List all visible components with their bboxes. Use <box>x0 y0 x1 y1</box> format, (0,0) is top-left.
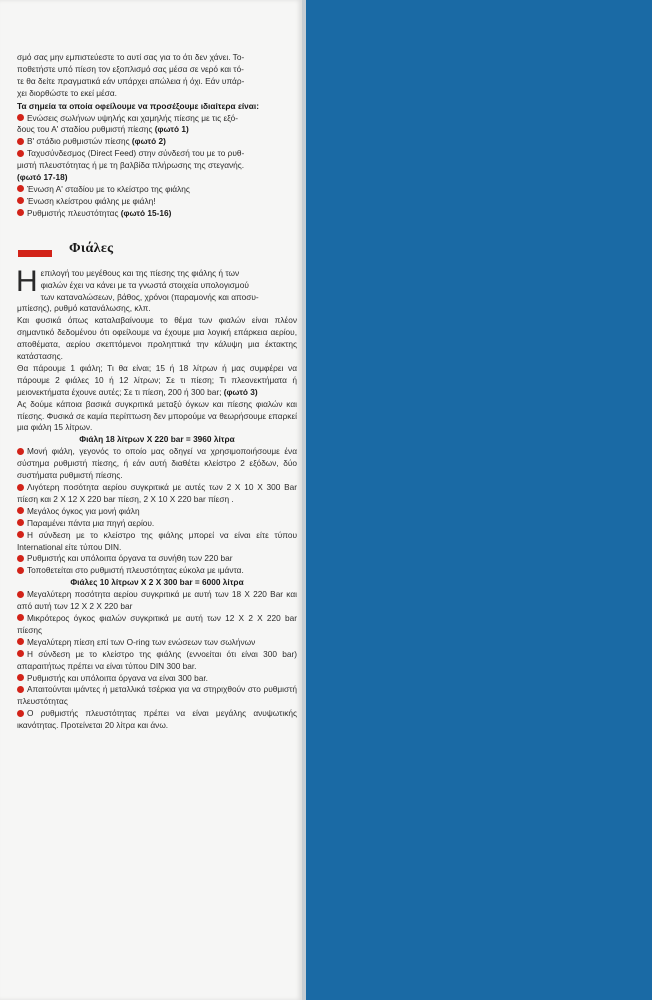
paragraph-4: Ας δούμε κάποια βασικά συγκριτικά μεταξύ όγκων και πίεσης φιαλών και πίεσης. Φυσικά σε καμία περίπτωση δεν μπορούμε να θεωρήσουμε επαρκεί μια φιάλη 15 λίτρων. <box>17 398 297 433</box>
drop-cap: Η <box>16 264 38 298</box>
list-item: Μονή φιάλη, γεγονός το οποίο μας οδηγεί να χρησιμοποιήσουμε ένα σύστημα ρυθμιστή πίεσης, ή εάν αυτή διαθέτει κλείστρο 2 εξόδων, δύο συστήματα ρυθμιστή πίεσης. <box>17 446 297 481</box>
check-list <box>17 113 297 220</box>
heading-single-tank: Φιάλη 18 λίτρων X 220 bar = 3960 λίτρα <box>79 434 235 445</box>
bullet-icon <box>17 710 24 717</box>
list-item: Παραμένει πάντα μια πηγή αερίου. <box>17 518 297 530</box>
section-title: Φιάλες <box>69 240 114 256</box>
list-item: Ενώσεις σωλήνων υψηλής και χαμηλής πίεσης με τις εξό- δους του Α' σταδίου ρυθμιστή πίεσης (φωτό 1) <box>17 112 239 135</box>
bullet-icon <box>17 638 24 645</box>
section-header <box>17 240 297 262</box>
intro-paragraph: σμό σας μην εμπιστεύεστε το αυτί σας για το ότι δεν χάνει. Το- ποθετήστε υπό πίεση τον εξοπλισμό σας μέσα σε νερό και τό- τε θα δείτε πραγματικά εάν υπάρχει απώλεια ή όχι. Εάν υπάρ- χει διορθώστε το εκεί μέσα. <box>17 52 245 98</box>
bullet-icon <box>17 531 24 538</box>
magazine-page <box>0 0 302 1000</box>
list-item: Απαιτούνται ιμάντες ή μεταλλικά τσέρκια για να στηριχθούν στο ρυθμιστή πλευστότητας <box>17 684 297 707</box>
bullet-icon <box>17 519 24 526</box>
check-heading: Τα σημεία τα οποία οφείλουμε να προσέξουμε ιδιαίτερα είναι: <box>17 100 259 111</box>
list-item: Η σύνδεση με το κλείστρο της φιάλης μπορεί να είναι είτε τύπου International είτε τύπου DIN. <box>17 529 297 552</box>
list-item: Μικρότερος όγκος φιαλών συγκριτικά με αυτή των 12 X 2 X 220 bar πίεσης <box>17 612 297 635</box>
section-marker-icon <box>18 250 52 257</box>
list-item: Η σύνδεση με το κλείστρο της φιάλης (εννοείται ότι είναι 300 bar) απαραιτήτως πρέπει να είναι τύπου DIN 300 bar. <box>17 648 297 671</box>
heading-double-tank: Φιάλες 10 λίτρων X 2 X 300 bar = 6000 λίτρα <box>70 577 244 588</box>
bullet-icon <box>17 448 24 455</box>
list-item: Ένωση Α' σταδίου με το κλείστρο της φιάλης <box>17 184 297 196</box>
list-item: Λιγότερη ποσότητα αερίου συγκριτικά με αυτές των 2 X 10 X 300 Bar πίεση και 2 X 12 X 220 bar πίεση, 2 X 10 X 220 bar πίεση . <box>17 482 297 504</box>
list-item: Ρυθμιστής και υπόλοιπα όργανα να είναι 300 bar. <box>17 673 297 685</box>
bullet-icon <box>17 209 24 216</box>
bullet-icon <box>17 686 24 693</box>
list-item: Τοποθετείται στο ρυθμιστή πλευστότητας εύκολα με ιμάντα. <box>17 565 297 577</box>
double-tank-list <box>17 589 297 732</box>
bullet-icon <box>17 591 24 598</box>
bullet-icon <box>17 555 24 562</box>
bullet-icon <box>17 507 24 514</box>
bullet-icon <box>17 614 24 621</box>
paragraph-1: Η επιλογή του μεγέθους και της πίεσης της φιάλης ή των φιαλών έχει να κάνει με τα γνωστά στοιχεία υπολογισμού των καταναλώσεων, βάθος, χρόνοι (παραμονής και αποσυ- μπίεσης), ρυθμό κατανάλωσης, κλπ. <box>16 264 259 314</box>
bullet-icon <box>17 114 24 121</box>
list-item: Ρυθμιστής πλευστότητας (φωτό 15-16) <box>17 208 297 220</box>
bullet-icon <box>17 674 24 681</box>
bullet-icon <box>17 138 24 145</box>
bullet-icon <box>17 185 24 192</box>
bullet-icon <box>17 650 24 657</box>
paragraph-3: Θα πάρουμε 1 φιάλη; Τι θα είναι; 15 ή 18 λίτρων ή μας συμφέρει να πάρουμε 2 φιάλες 10 ή 12 λίτρων; Σε τι πίεση; Τι πλεονεκτήματα ή μειονεκτήματα έχουνε αυτές; Σε τι πίεση, 200 ή 300 bar; (φωτό 3) <box>17 362 297 397</box>
list-item: Μεγαλύτερη πίεση επί των O-ring των ενώσεων των σωλήνων <box>17 637 297 649</box>
list-item: Ταχυσύνδεσμος (Direct Feed) στην σύνδεσή του με το ρυθ- μιστή πλευστότητας ή με τη βαλβίδα πλήρωσης της στεγανής. (φωτό 17-18) <box>17 148 245 183</box>
list-item: Ρυθμιστής και υπόλοιπα όργανα τα συνήθη των 220 bar <box>17 553 297 565</box>
bullet-icon <box>17 567 24 574</box>
list-item: Μεγάλος όγκος για μονή φιάλη <box>17 506 297 518</box>
single-tank-list <box>17 446 297 577</box>
list-item: Μεγαλύτερη ποσότητα αερίου συγκριτικά με αυτή των 18 X 220 Bar και από αυτή των 12 X 2 X 220 bar <box>17 589 297 612</box>
article-body <box>17 52 297 732</box>
list-item: Ένωση κλείστρου φιάλης με φιάλη! <box>17 196 297 208</box>
bullet-icon <box>17 484 24 491</box>
blue-panel <box>306 0 652 1000</box>
paragraph-2: Και φυσικά όπως καταλαβαίνουμε το θέμα των φιαλών είναι πλέον σημαντικό δεδομένου ότι οφείλουμε να έχουμε μια λογική επάρκεια αερίου, αποθέματα, αερίου σκεπτόμενοι προληπτικά την κάλυψη μια έκτακτης κατάστασης. <box>17 315 297 362</box>
list-item: Ο ρυθμιστής πλευστότητας πρέπει να είναι μεγάλης ανυψωτικής ικανότητας. Προτείνεται 20 λίτρα και άνω. <box>17 708 297 731</box>
list-item: Β' στάδιο ρυθμιστών πίεσης (φωτό 2) <box>17 136 297 148</box>
bullet-icon <box>17 150 24 157</box>
bullet-icon <box>17 197 24 204</box>
